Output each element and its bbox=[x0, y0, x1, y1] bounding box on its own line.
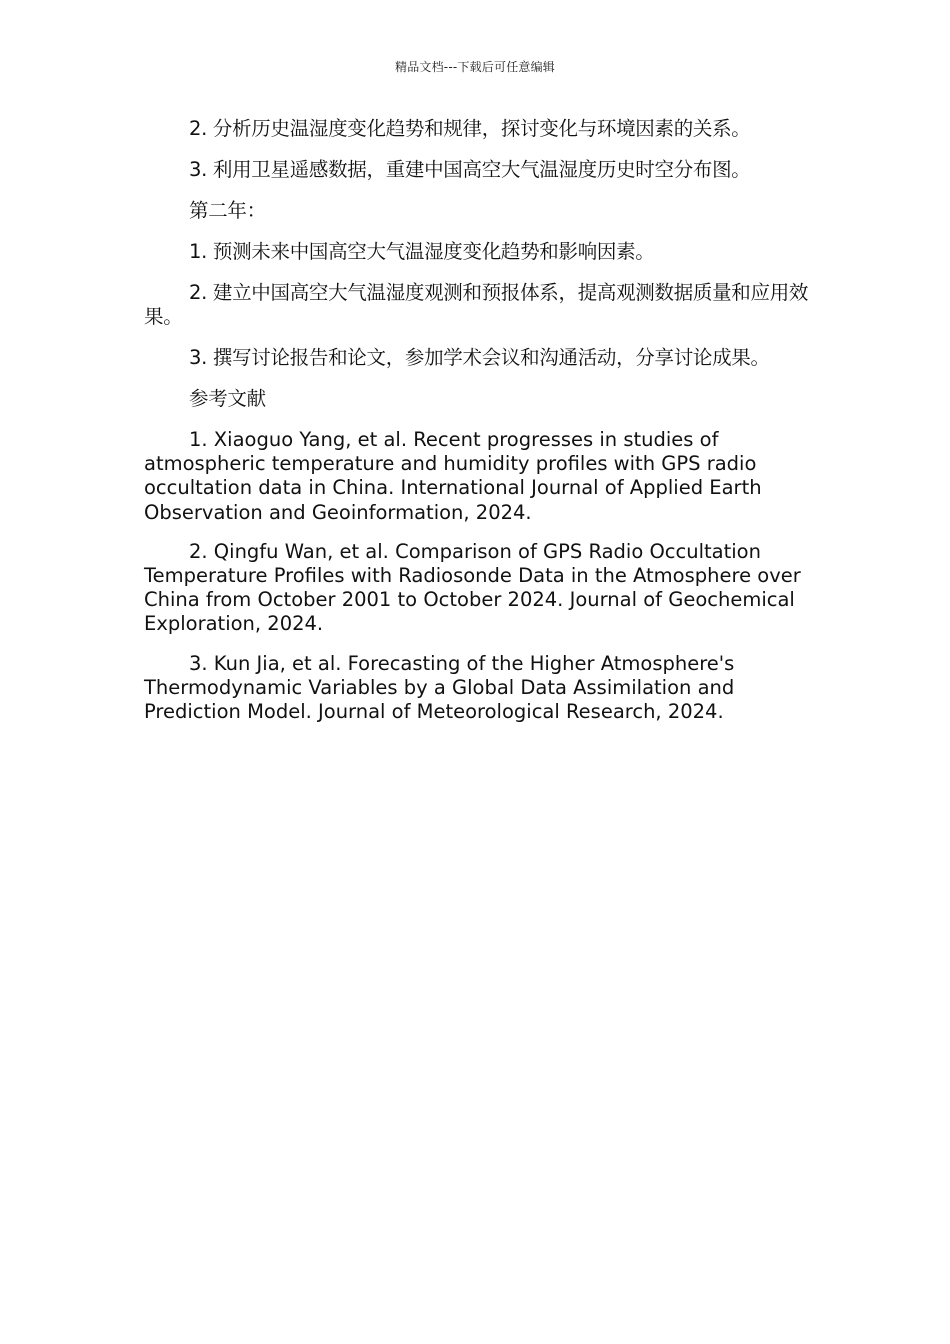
paragraph-satellite: 3. 利用卫星遥感数据，重建中国高空大气温湿度历史时空分布图。 bbox=[189, 158, 751, 181]
document-body bbox=[144, 117, 814, 739]
page-header: 精品文档---下载后可任意编辑 bbox=[395, 60, 555, 74]
reference-item: 1. Xiaoguo Yang, et al. Recent progresses in studies of atmospheric temperature and humidity profiles with GPS radio occultation data in China. International Journal of Applied Earth Observation and Geoinformation, 2024. bbox=[144, 428, 762, 524]
reference-item: 2. Qingfu Wan, et al. Comparison of GPS Radio Occultation Temperature Profiles with Radiosonde Data in the Atmosphere over China from October 2001 to October 2024. Journal of Geochemical Exploration, 2024. bbox=[144, 539, 801, 636]
paragraph-observation-system: 2. 建立中国高空大气温湿度观测和预报体系，提高观测数据质量和应用效果。 bbox=[144, 281, 809, 328]
paragraph-analysis: 2. 分析历史温湿度变化趋势和规律，探讨变化与环境因素的关系。 bbox=[189, 117, 751, 140]
paragraph-second-year: 第二年： bbox=[189, 199, 266, 222]
paragraph-reports: 3. 撰写讨论报告和论文，参加学术会议和沟通活动，分享讨论成果。 bbox=[189, 346, 770, 369]
paragraph-forecast: 1. 预测未来中国高空大气温湿度变化趋势和影响因素。 bbox=[189, 240, 655, 263]
reference-item: 3. Kun Jia, et al. Forecasting of the Higher Atmosphere's Thermodynamic Variables by a Global Data Assimilation and Prediction Model. Journal of Meteorological Research, 2024. bbox=[144, 651, 735, 724]
references-heading: 参考文献 bbox=[189, 387, 266, 410]
